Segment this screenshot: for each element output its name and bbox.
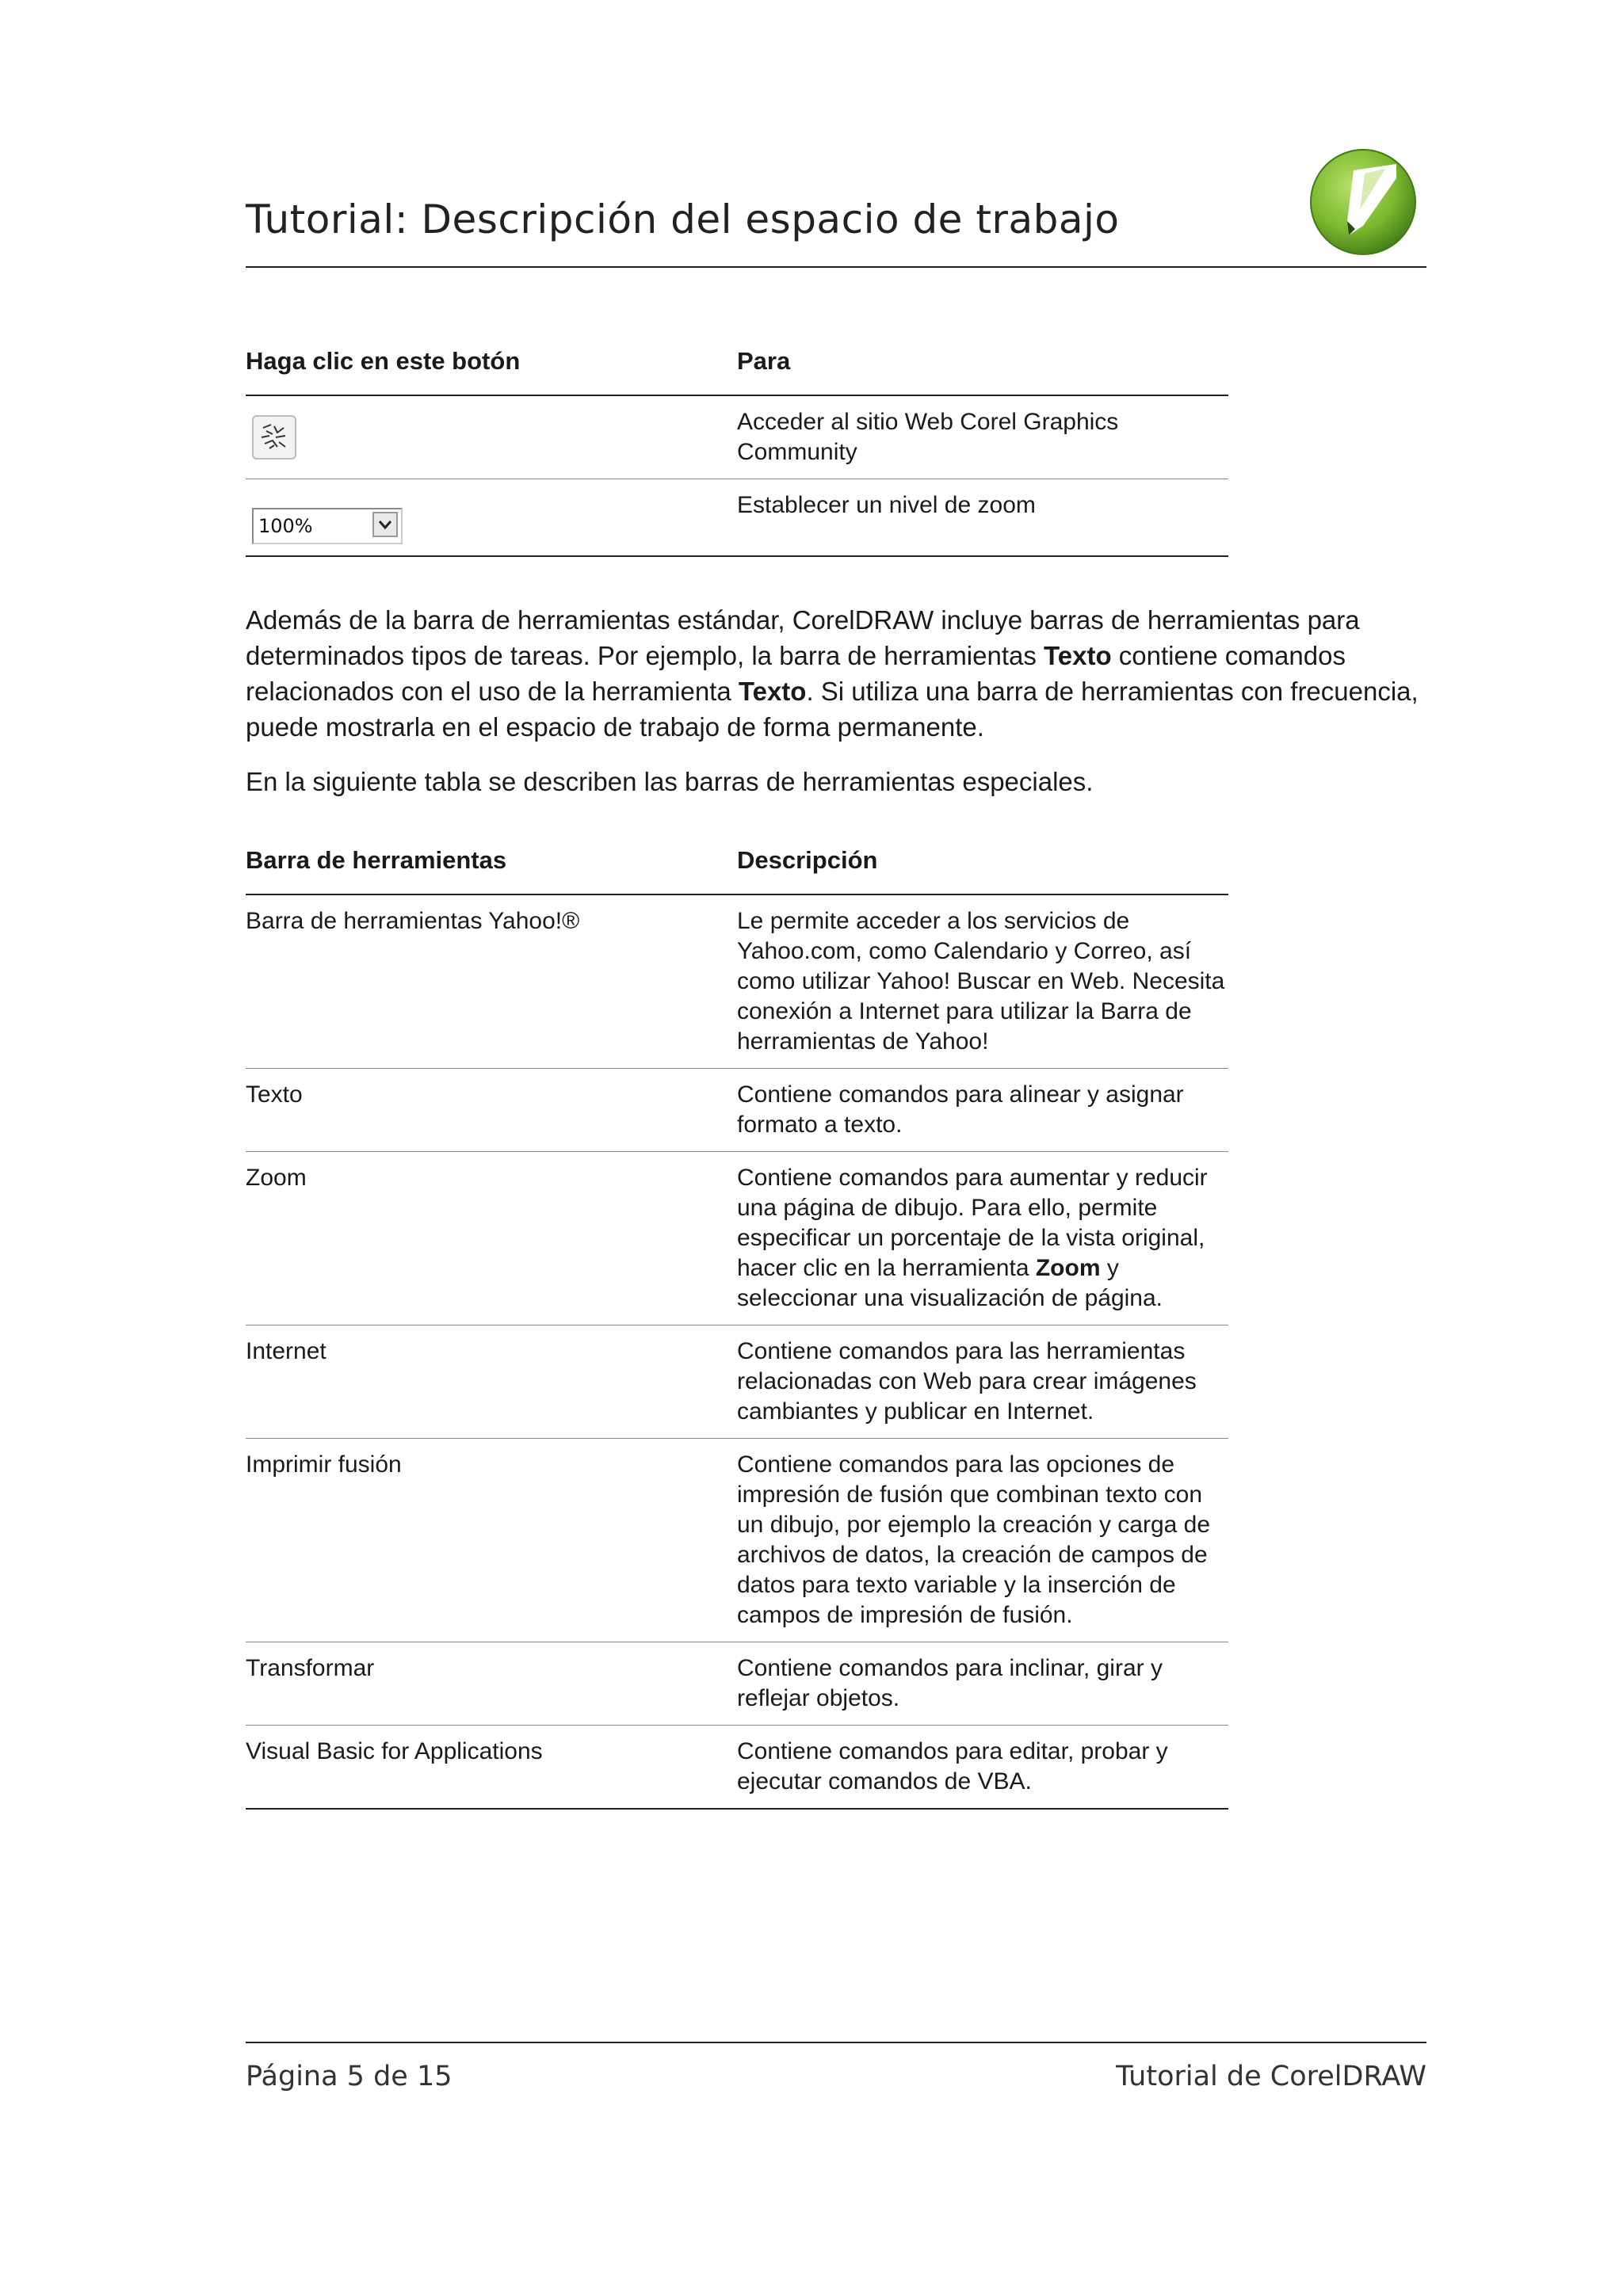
toolbar-description: Contiene comandos para las opciones de impresión de fusión que combinan texto con un dibujo, por ejemplo la creación y carga de archivos de datos, la creación de campos de datos para texto variable y la inserción de campos de impresión de fusión. [737,1439,1228,1642]
table-row [246,1726,1228,1810]
coreldraw-logo-icon [1308,147,1419,257]
table-row [246,1069,1228,1152]
buttons-table [246,347,1228,557]
column-header: Descripción [737,846,1228,894]
toolbar-name: Visual Basic for Applications [246,1726,737,1810]
column-header: Barra de herramientas [246,846,737,894]
page-header [246,190,1426,268]
zoom-level-dropdown[interactable] [252,508,403,544]
intro-paragraph: Además de la barra de herramientas estándar, CorelDRAW incluye barras de herramientas para determinados tipos de tareas. Por ejemplo, la barra de herramientas Texto contiene comandos relacionados con el uso de la herramienta Texto. Si utiliza una barra de herramientas con frecuencia, puede mostrarla en el espacio de trabajo de forma permanente. [246,605,1419,742]
page-title: Tutorial: Descripción del espacio de trabajo [246,196,1120,242]
toolbar-name: Internet [246,1325,737,1439]
toolbar-name: Transformar [246,1642,737,1726]
page-footer [246,2042,1426,2092]
table-row [246,894,1228,1069]
toolbar-description: Contiene comandos para inclinar, girar y reflejar objetos. [737,1642,1228,1726]
toolbar-name: Texto [246,1069,737,1152]
toolbar-name: Imprimir fusión [246,1439,737,1642]
toolbar-description: Contiene comandos para editar, probar y ejecutar comandos de VBA. [737,1726,1228,1810]
page-number: Página 5 de 15 [246,2061,453,2092]
table-row [246,1439,1228,1642]
column-header: Para [737,347,1228,395]
table-row [246,1642,1228,1726]
toolbar-name: Barra de herramientas Yahoo!® [246,894,737,1069]
table-cell: Acceder al sitio Web Corel Graphics Community [737,395,1228,479]
table-row [246,479,1228,557]
toolbar-name: Zoom [246,1152,737,1325]
table-row [246,395,1228,479]
table-row [246,1325,1228,1439]
toolbar-description: Contiene comandos para las herramientas relacionadas con Web para crear imágenes cambiantes y publicar en Internet. [737,1325,1228,1439]
document-name: Tutorial de CorelDRAW [1116,2061,1426,2092]
table-intro-paragraph: En la siguiente tabla se describen las barras de herramientas especiales. [246,767,1094,796]
toolbar-description: Contiene comandos para alinear y asignar formato a texto. [737,1069,1228,1152]
toolbar-description: Contiene comandos para aumentar y reducir una página de dibujo. Para ello, permite especificar un porcentaje de la vista original, hacer clic en la herramienta Zoom y seleccionar una visualización de página. [737,1152,1228,1325]
toolbars-table [246,846,1228,1810]
table-row [246,1152,1228,1325]
column-header: Haga clic en este botón [246,347,737,395]
zoom-value: 100% [258,515,313,537]
table-cell: Establecer un nivel de zoom [737,479,1228,557]
toolbar-description: Le permite acceder a los servicios de Yahoo.com, como Calendario y Correo, así como utilizar Yahoo! Buscar en Web. Necesita conexión a Internet para utilizar la Barra de herramientas de Yahoo! [737,894,1228,1069]
chevron-down-icon[interactable] [372,512,398,537]
graphics-community-icon[interactable] [252,415,296,460]
